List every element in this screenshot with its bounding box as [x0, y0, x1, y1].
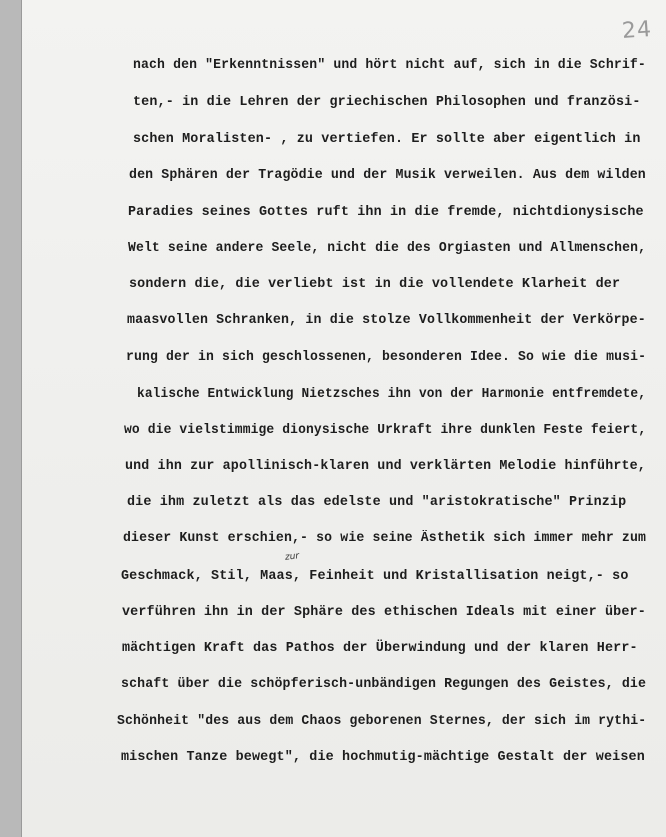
- text-line: schaft über die schöpferisch-unbändigen Regungen des Geistes, die: [121, 677, 647, 692]
- text-line: Schönheit "des aus dem Chaos geborenen Sternes, der sich im rythi-: [117, 714, 647, 729]
- text-line: wo die vielstimmige dionysische Urkraft ihre dunklen Feste feiert,: [124, 423, 647, 438]
- text-line: maasvollen Schranken, in die stolze Vollkommenheit der Verkörpe-: [127, 313, 646, 328]
- text-line: verführen ihn in der Sphäre des ethischen Ideals mit einer über-: [122, 605, 646, 620]
- text-line: ten,- in die Lehren der griechischen Philosophen und französi-: [133, 95, 641, 110]
- text-line: dieser Kunst erschien,- so wie seine Ästhetik sich immer mehr zum: [123, 531, 647, 546]
- text-line: sondern die, die verliebt ist in die vollendete Klarheit der: [129, 277, 621, 292]
- document-page: [22, 0, 666, 837]
- typewritten-text: [22, 0, 666, 837]
- text-line: die ihm zuletzt als das edelste und "aristokratische" Prinzip: [127, 495, 627, 510]
- text-line: mächtigen Kraft das Pathos der Überwindung und der klaren Herr-: [122, 641, 638, 656]
- text-line: mischen Tanze bewegt", die hochmutig-mächtige Gestalt der weisen: [121, 750, 645, 765]
- handwritten-insertion: zur: [284, 551, 300, 563]
- text-line: schen Moralisten- , zu vertiefen. Er sollte aber eigentlich in: [133, 132, 641, 147]
- page-number: 24: [621, 16, 653, 45]
- text-line: rung der in sich geschlossenen, besonderen Idee. So wie die musi-: [126, 350, 647, 365]
- text-line: und ihn zur apollinisch-klaren und verklärten Melodie hinführte,: [125, 459, 646, 474]
- text-line: nach den "Erkenntnissen" und hört nicht auf, sich in die Schrif-: [133, 58, 646, 73]
- text-line: den Sphären der Tragödie und der Musik verweilen. Aus dem wilden: [129, 168, 646, 183]
- text-line: kalische Entwicklung Nietzsches ihn von der Harmonie entfremdete,: [137, 387, 647, 402]
- text-line: Welt seine andere Seele, nicht die des Orgiasten und Allmenschen,: [128, 241, 647, 256]
- text-line: Paradies seines Gottes ruft ihn in die fremde, nichtdionysische: [128, 205, 644, 220]
- text-line: Geschmack, Stil, Maas, Feinheit und Kristallisation neigt,- so: [121, 569, 629, 584]
